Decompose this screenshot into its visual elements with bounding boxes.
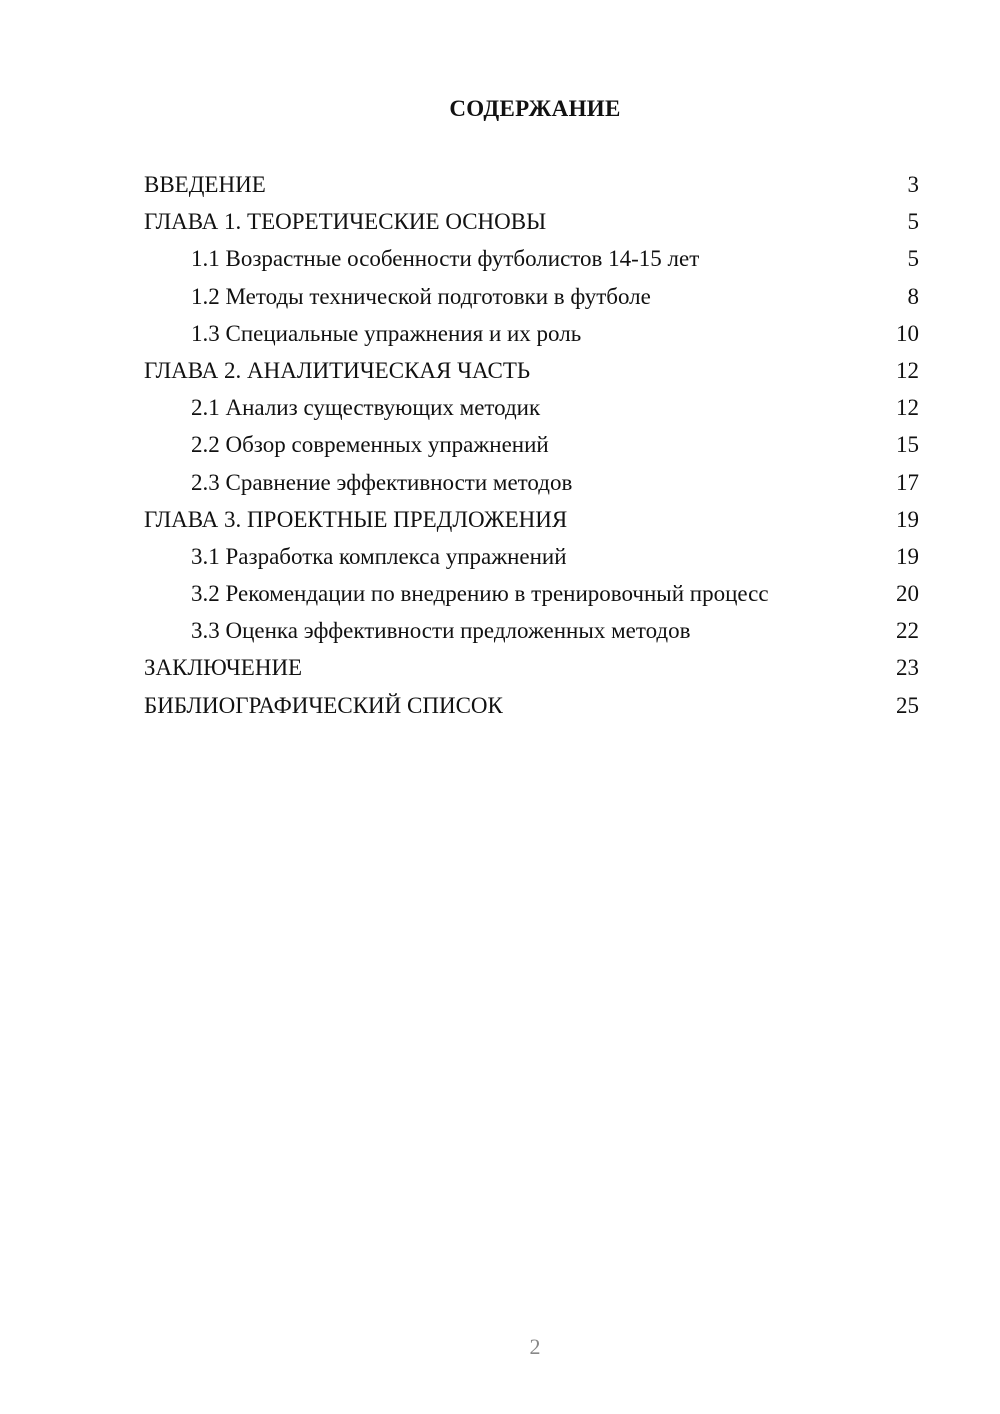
page-number: 2 (529, 1334, 541, 1359)
toc-entry-text: ГЛАВА 1. ТЕОРЕТИЧЕСКИЕ ОСНОВЫ (144, 209, 547, 235)
toc-entry-page: 12 (896, 357, 919, 383)
toc-entry-text: 2.3 Сравнение эффективности методов (191, 469, 573, 495)
toc-entry-text: 2.2 Обзор современных упражнений (191, 432, 549, 458)
toc-entry-text: 1.1 Возрастные особенности футболистов 14-15 лет (191, 246, 700, 272)
table-of-contents (144, 166, 919, 724)
toc-entry-section-3-3[interactable] (144, 612, 919, 649)
toc-entry-section-3-1[interactable] (144, 538, 919, 575)
toc-entry-page: 10 (896, 320, 919, 346)
toc-entry-page: 25 (896, 692, 919, 718)
toc-entry-text: ЗАКЛЮЧЕНИЕ (144, 655, 303, 681)
toc-entry-page: 20 (896, 581, 919, 607)
toc-entry-page: 15 (896, 432, 919, 458)
toc-entry-page: 8 (907, 283, 919, 309)
toc-entry-text: 1.2 Методы технической подготовки в футболе (191, 283, 651, 309)
toc-entry-page: 19 (896, 506, 919, 532)
toc-entry-conclusion[interactable] (144, 649, 919, 686)
toc-entry-page: 19 (896, 543, 919, 569)
toc-entry-page: 23 (896, 655, 919, 681)
toc-entry-text: ГЛАВА 2. АНАЛИТИЧЕСКАЯ ЧАСТЬ (144, 357, 531, 383)
toc-entry-text: ГЛАВА 3. ПРОЕКТНЫЕ ПРЕДЛОЖЕНИЯ (144, 506, 568, 532)
toc-entry-section-3-2[interactable] (144, 575, 919, 612)
toc-entry-text: ВВЕДЕНИЕ (144, 172, 266, 197)
toc-entry-section-2-1[interactable] (144, 389, 919, 426)
toc-title: СОДЕРЖАНИЕ (449, 96, 621, 121)
toc-entry-section-1-2[interactable] (144, 278, 919, 315)
toc-entry-page: 5 (907, 209, 919, 235)
toc-entry-bibliography[interactable] (144, 687, 919, 724)
toc-entry-text: 3.3 Оценка эффективности предложенных методов (191, 618, 691, 644)
toc-entry-chapter-2[interactable] (144, 352, 919, 389)
toc-entry-section-1-3[interactable] (144, 315, 919, 352)
toc-entry-section-2-2[interactable] (144, 426, 919, 463)
toc-entry-page: 3 (907, 172, 919, 197)
toc-entry-chapter-3[interactable] (144, 501, 919, 538)
toc-entry-section-2-3[interactable] (144, 464, 919, 501)
toc-entry-text: 2.1 Анализ существующих методик (191, 395, 541, 421)
toc-entry-page: 22 (896, 618, 919, 644)
toc-entry-page: 12 (896, 395, 919, 421)
toc-entry-page: 5 (907, 246, 919, 272)
toc-entry-page: 17 (896, 469, 919, 495)
toc-entry-text: БИБЛИОГРАФИЧЕСКИЙ СПИСОК (144, 692, 503, 718)
toc-entry-text: 3.2 Рекомендации по внедрению в тренировочный процесс (191, 581, 769, 607)
toc-entry-text: 1.3 Специальные упражнения и их роль (191, 320, 582, 346)
toc-entry-chapter-1[interactable] (144, 203, 919, 240)
toc-entry-introduction[interactable] (144, 166, 919, 203)
toc-entry-text: 3.1 Разработка комплекса упражнений (191, 543, 567, 569)
toc-entry-section-1-1[interactable] (144, 240, 919, 277)
